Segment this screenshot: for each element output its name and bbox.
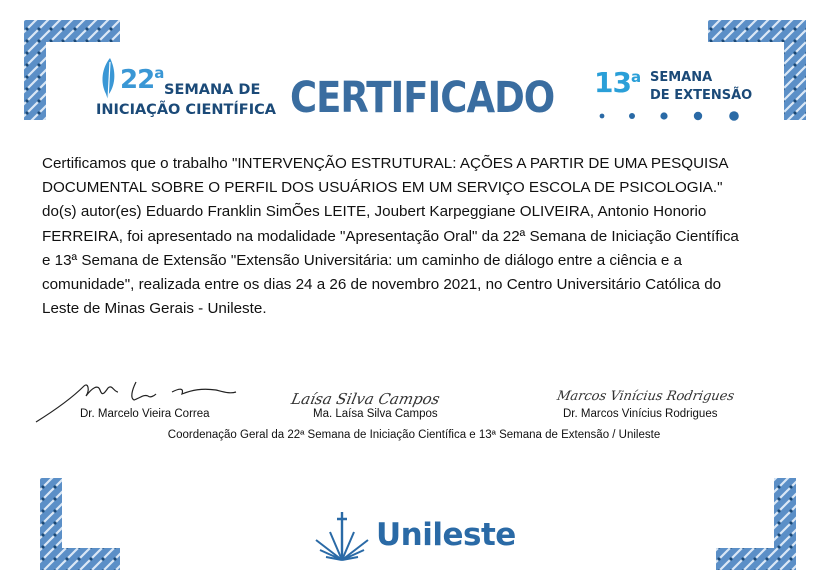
signature-marcos	[556, 380, 746, 410]
logo-22-line1: SEMANA DE	[164, 82, 261, 98]
corner-ornament-bottom-left	[40, 478, 120, 570]
certificate-body	[42, 152, 790, 321]
logo-13-number: 13$^a$	[594, 66, 641, 99]
logo-13-line1: SEMANA	[650, 70, 713, 85]
dots-decoration-icon	[598, 110, 748, 122]
logo-22-number: 22$^a$	[120, 64, 164, 95]
logo-13-line2: DE EXTENSÃO	[650, 88, 753, 103]
body-line: do(s) autor(es) Eduardo Franklin SimÕes LEITE, Joubert Karpeggiane OLIVEIRA, Antonio Honorio	[42, 203, 707, 221]
unileste-logo	[312, 510, 532, 566]
feather-icon	[96, 56, 122, 102]
body-line: Leste de Minas Gerais - Unileste.	[42, 300, 267, 318]
body-line: Certificamos que o trabalho "INTERVENÇÃO ESTRUTURAL: AÇÕES A PARTIR DE UMA PESQUISA	[42, 155, 729, 172]
signature-name-1: Dr. Marcelo Vieira Correa	[80, 408, 210, 420]
body-line: comunidade", realizada entre os dias 24 a 26 de novembro 2021, no Centro Universitário Católica do	[42, 276, 722, 294]
logo-22-line2: INICIAÇÃO CIENTÍFICA	[96, 102, 276, 118]
semana-iniciacao-cientifica-logo	[96, 56, 276, 126]
unileste-wordmark: Unileste	[376, 517, 516, 553]
signature-name-2: Ma. Laísa Silva Campos	[313, 408, 438, 420]
semana-extensao-logo	[594, 66, 754, 126]
body-line: DOCUMENTAL SOBRE O PERFIL DOS USUÁRIOS EM UM SERVIÇO ESCOLA DE PSICOLOGIA."	[42, 179, 723, 197]
cross-rays-icon	[312, 510, 372, 566]
corner-ornament-bottom-right	[716, 478, 796, 570]
body-line: e 13ª Semana de Extensão "Extensão Universitária: um caminho de diálogo entre a ciência e a	[42, 251, 682, 269]
body-line: FERREIRA, foi apresentado na modalidade "Apresentação Oral" da 22ª Semana de Iniciação Científica	[42, 227, 739, 245]
certificate-title: CERTIFICADO	[290, 72, 555, 123]
svg-text:Laísa Silva Campos: Laísa Silva Campos	[290, 390, 442, 408]
signature-name-3: Dr. Marcos Vinícius Rodrigues	[563, 408, 718, 420]
coordination-note: Coordenação Geral da 22ª Semana de Iniciação Científica e 13ª Semana de Extensão / Unileste	[167, 429, 661, 441]
svg-text:Marcos Vinícius Rodrigues: Marcos Vinícius Rodrigues	[556, 389, 736, 404]
